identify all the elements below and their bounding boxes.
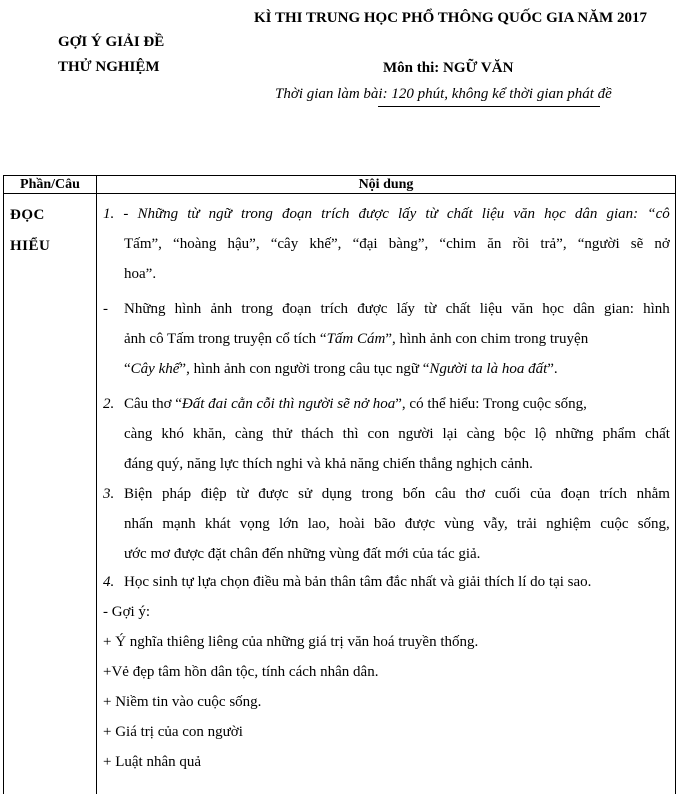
header-cell-part: Phần/Câu <box>4 176 97 194</box>
table-row <box>4 194 676 794</box>
section-cell <box>4 194 97 794</box>
header-cell-content: Nội dung <box>97 176 676 194</box>
answer-table <box>3 175 676 794</box>
section-label-line1: ĐỌC <box>10 200 96 231</box>
time-limit-note: Thời gian làm bài: 120 phút, không kể thời gian phát đề <box>275 86 612 103</box>
answer-line-1: 1. - Những từ ngữ trong đoạn trích được lấy từ chất liệu văn học dân gian: “cô <box>103 204 670 224</box>
hint-item-3: + Niềm tin vào cuộc sống. <box>103 692 261 712</box>
answer-line-4: Những hình ảnh trong đoạn trích được lấy từ chất liệu văn học dân gian: hình <box>124 299 670 319</box>
answer-line-11: nhấn mạnh khát vọng lớn lao, hoài bão được vùng vẫy, trải nghiệm cuộc sống, <box>124 514 670 534</box>
answer-line-7: Câu thơ “Đất đai cằn cỗi thì người sẽ nở hoa”, có thể hiểu: Trong cuộc sống, <box>124 394 587 414</box>
section-label-line2: HIỂU <box>10 231 96 262</box>
answer-line-3: hoa”. <box>124 264 156 284</box>
answer-line-13: Học sinh tự lựa chọn điều mà bản thân tâm đắc nhất và giải thích lí do tại sao. <box>124 572 591 592</box>
hint-item-5: + Luật nhân quả <box>103 752 201 772</box>
question-number-3: 3. <box>103 484 114 504</box>
content-cell <box>97 194 676 794</box>
question-number-2: 2. <box>103 394 114 414</box>
hint-item-1: + Ý nghĩa thiêng liêng của những giá trị văn hoá truyền thống. <box>103 632 478 652</box>
header-underline <box>378 106 600 107</box>
answer-line-9: đáng quý, năng lực thích nghi và khả năng chiến thắng nghịch cảnh. <box>124 454 533 474</box>
answer-line-10: Biện pháp điệp từ được sử dụng trong bốn câu thơ cuối của đoạn trích nhằm <box>124 484 670 504</box>
hint-item-2: +Vẻ đẹp tâm hồn dân tộc, tính cách nhân dân. <box>103 662 378 682</box>
bullet-dash: - <box>103 299 108 319</box>
answer-line-2: Tấm”, “hoàng hậu”, “cây khế”, “đại bàng”, “chim ăn rồi trả”, “người sẽ nở <box>124 234 670 254</box>
subject-label: Môn thi: NGỮ VĂN <box>383 60 513 77</box>
exam-title: KÌ THI TRUNG HỌC PHỔ THÔNG QUỐC GIA NĂM 2017 <box>254 10 647 27</box>
hint-item-4: + Giá trị của con người <box>103 722 243 742</box>
answer-line-5: ảnh cô Tấm trong truyện cổ tích “Tấm Cám”, hình ảnh con chim trong truyện <box>124 329 670 349</box>
question-number-4: 4. <box>103 572 114 592</box>
answer-line-6: “Cây khế”, hình ảnh con người trong câu tục ngữ “Người ta là hoa đất”. <box>124 359 558 379</box>
school-label-line2: THỬ NGHIỆM <box>58 59 160 76</box>
answer-line-8: càng khó khăn, càng thử thách thì con người lại càng bộc lộ những phẩm chất <box>124 424 670 444</box>
answer-line-12: ước mơ được đặt chân đến những vùng đất mới của tác giả. <box>124 544 480 564</box>
school-label-line1: GỢI Ý GIẢI ĐỀ <box>58 34 164 51</box>
table-header-row <box>4 176 676 194</box>
hint-label: - Gợi ý: <box>103 602 150 622</box>
